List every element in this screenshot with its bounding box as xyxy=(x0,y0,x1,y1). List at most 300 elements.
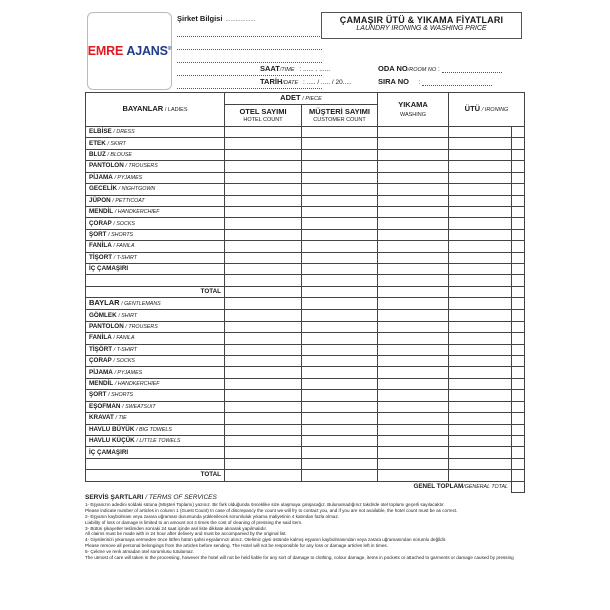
hotel-count-cell[interactable] xyxy=(225,149,302,160)
item-name-tr: MENDİL xyxy=(89,380,114,388)
time-label-en: /TIME xyxy=(279,67,295,73)
washing-cell[interactable] xyxy=(378,424,449,435)
table-row xyxy=(86,367,525,378)
checkbox-cell[interactable] xyxy=(512,401,525,412)
customer-count-cell[interactable] xyxy=(302,149,378,160)
washing-cell[interactable] xyxy=(378,367,449,378)
hotel-count-cell[interactable] xyxy=(225,447,302,458)
hotel-total-cell[interactable] xyxy=(225,470,302,481)
customer-count-cell[interactable] xyxy=(302,195,378,206)
hotel-count-cell[interactable] xyxy=(225,310,302,321)
item-name-tr: HAVLU BÜYÜK xyxy=(89,425,135,433)
checkbox-cell[interactable] xyxy=(512,264,525,275)
checkbox-cell[interactable] xyxy=(512,195,525,206)
table-row xyxy=(86,149,525,160)
time-label: SAAT xyxy=(260,64,280,73)
item-name-en: / TIE xyxy=(115,415,127,422)
washing-cell[interactable] xyxy=(378,275,449,286)
checkbox-cell[interactable] xyxy=(512,470,525,481)
ironing-cell[interactable] xyxy=(449,333,512,344)
hotel-count-cell[interactable] xyxy=(225,127,302,138)
washing-cell[interactable] xyxy=(378,390,449,401)
ironing-cell[interactable] xyxy=(449,206,512,217)
checkbox-cell[interactable] xyxy=(512,298,525,310)
customer-count-cell[interactable] xyxy=(302,206,378,217)
washing-cell[interactable] xyxy=(378,161,449,172)
washing-cell[interactable] xyxy=(378,206,449,217)
form-title: ÇAMAŞIR ÜTÜ & YIKAMA FİYATLARI xyxy=(339,15,504,25)
checkbox-cell[interactable] xyxy=(512,206,525,217)
ironing-cell[interactable] xyxy=(449,356,512,367)
table-row xyxy=(86,161,525,172)
ladies-total-row xyxy=(86,286,525,297)
item-name-cell xyxy=(86,401,225,412)
customer-count-cell[interactable] xyxy=(302,401,378,412)
washing-cell[interactable] xyxy=(378,401,449,412)
item-name-en: / SHIRT xyxy=(118,312,138,319)
grand-total-label-en: /GENERAL TOTAL xyxy=(463,484,508,491)
terms-lines xyxy=(85,502,525,561)
ironing-cell[interactable] xyxy=(449,172,512,183)
checkbox-cell[interactable] xyxy=(512,229,525,240)
logo-registered-mark: ® xyxy=(167,45,172,52)
table-row xyxy=(86,229,525,240)
ironing-total-cell[interactable] xyxy=(449,286,512,297)
customer-count-cell[interactable] xyxy=(302,184,378,195)
item-name-cell xyxy=(86,413,225,424)
item-name-cell xyxy=(86,275,225,286)
hotel-count-cell[interactable] xyxy=(225,435,302,446)
table-row xyxy=(86,218,525,229)
ironing-cell[interactable] xyxy=(449,127,512,138)
terms-of-service xyxy=(85,495,525,561)
hotel-count-cell[interactable] xyxy=(225,321,302,332)
item-name-cell xyxy=(86,390,225,401)
customer-total-cell[interactable] xyxy=(302,286,378,297)
order-no-value: : xyxy=(418,79,421,86)
logo xyxy=(88,44,171,58)
table-row xyxy=(86,401,525,412)
company-line[interactable] xyxy=(177,53,322,63)
room-no-field[interactable] xyxy=(378,64,502,73)
item-name-tr: TİŞORT xyxy=(89,253,113,261)
room-no-label-en: /ROOM NO xyxy=(407,67,437,73)
company-info-dots: .................. xyxy=(225,17,256,23)
washing-cell[interactable] xyxy=(378,264,449,275)
ironing-cell[interactable] xyxy=(449,275,512,286)
checkbox-cell[interactable] xyxy=(512,252,525,263)
order-no-line xyxy=(422,85,492,86)
checkbox-cell[interactable] xyxy=(512,161,525,172)
washing-cell[interactable] xyxy=(378,252,449,263)
hotel-count-cell[interactable] xyxy=(225,356,302,367)
item-name-cell xyxy=(86,367,225,378)
item-name-en: / HANDKERCHIEF xyxy=(114,381,160,388)
hotel-count-cell[interactable] xyxy=(225,401,302,412)
ladies-header xyxy=(86,93,225,127)
item-name-cell xyxy=(86,149,225,160)
customer-count-cell[interactable] xyxy=(302,413,378,424)
washing-cell[interactable] xyxy=(378,458,449,469)
ironing-cell[interactable] xyxy=(449,229,512,240)
ironing-cell[interactable] xyxy=(449,424,512,435)
item-name-en: / T-SHIRT xyxy=(113,346,138,353)
ironing-cell[interactable] xyxy=(449,321,512,332)
washing-header xyxy=(378,93,449,127)
hotel-count-cell[interactable] xyxy=(225,333,302,344)
hotel-count-cell[interactable] xyxy=(225,218,302,229)
item-name-cell xyxy=(86,378,225,389)
ladies-header-label: BAYANLAR xyxy=(122,104,164,113)
table-row xyxy=(86,275,525,286)
checkbox-cell[interactable] xyxy=(512,310,525,321)
customer-count-cell[interactable] xyxy=(302,435,378,446)
item-name-tr: İÇ ÇAMAŞIRI xyxy=(89,448,129,456)
terms-line: 2- Eşyanın kaybolması veya zarara uğraması durumunda yüklenilecek sorumluluk yıkama maliyetinin 4 katından fazla olmaz. xyxy=(85,513,340,519)
item-name-cell xyxy=(86,172,225,183)
table-row xyxy=(86,127,525,138)
customer-count-cell[interactable] xyxy=(302,424,378,435)
checkbox-cell[interactable] xyxy=(512,356,525,367)
customer-count-cell[interactable] xyxy=(302,138,378,149)
table-row xyxy=(86,264,525,275)
time-value: : ...... . ...... xyxy=(299,66,331,73)
hotel-count-cell[interactable] xyxy=(225,172,302,183)
item-name-tr: JÜPON xyxy=(89,196,111,204)
item-name-cell xyxy=(86,241,225,252)
terms-title xyxy=(85,495,525,501)
item-name-cell xyxy=(86,310,225,321)
checkbox-cell[interactable] xyxy=(512,367,525,378)
washing-total-cell[interactable] xyxy=(378,286,449,297)
checkbox-cell[interactable] xyxy=(512,184,525,195)
hotel-count-cell[interactable] xyxy=(225,161,302,172)
item-name-en: / PYJAMES xyxy=(114,174,143,181)
logo-box xyxy=(87,12,172,90)
washing-cell[interactable] xyxy=(378,333,449,344)
item-name-en: / BIG TOWELS xyxy=(136,426,172,433)
hotel-count-header xyxy=(225,105,302,127)
hotel-count-cell[interactable] xyxy=(225,206,302,217)
item-name-cell xyxy=(86,195,225,206)
checkbox-cell[interactable] xyxy=(512,172,525,183)
washing-cell[interactable] xyxy=(378,321,449,332)
table-row xyxy=(86,321,525,332)
ironing-cell[interactable] xyxy=(449,310,512,321)
item-name-tr: ETEK xyxy=(89,139,106,147)
hotel-count-cell[interactable] xyxy=(225,275,302,286)
item-name-en: / HANDKERCHIEF xyxy=(114,209,160,216)
washing-header-label: YIKAMA xyxy=(398,99,428,109)
washing-cell[interactable] xyxy=(378,138,449,149)
hotel-count-cell[interactable] xyxy=(225,390,302,401)
item-name-tr: PANTOLON xyxy=(89,322,124,330)
washing-cell[interactable] xyxy=(378,184,449,195)
customer-count-cell[interactable] xyxy=(302,367,378,378)
washing-cell[interactable] xyxy=(378,218,449,229)
customer-count-cell[interactable] xyxy=(302,298,378,310)
grand-total-label-cell xyxy=(86,481,512,492)
customer-count-cell[interactable] xyxy=(302,172,378,183)
ironing-cell[interactable] xyxy=(449,458,512,469)
customer-count-cell[interactable] xyxy=(302,344,378,355)
date-field[interactable] xyxy=(260,77,352,86)
washing-cell[interactable] xyxy=(378,344,449,355)
table-row xyxy=(86,378,525,389)
checkbox-cell[interactable] xyxy=(512,378,525,389)
terms-line: 4- Giysilerinizi yıkamaya vermeden önce lütfen bütün şahsi eşyalarınızı alınız. Otelimiz giysi üstünde kalmış eşyanın kaybolmasından veya zarara uğramasından sorumlu değildir. xyxy=(85,537,447,543)
washing-header-label-en: WASHING xyxy=(399,111,427,118)
checkbox-cell[interactable] xyxy=(512,390,525,401)
customer-count-cell[interactable] xyxy=(302,161,378,172)
company-line[interactable] xyxy=(177,27,322,37)
ironing-cell[interactable] xyxy=(449,401,512,412)
hotel-total-cell[interactable] xyxy=(225,286,302,297)
item-name-tr: İÇ ÇAMAŞIRI xyxy=(89,265,129,273)
hotel-count-cell[interactable] xyxy=(225,458,302,469)
men-header-label: BAYLAR xyxy=(89,298,120,308)
customer-count-cell[interactable] xyxy=(302,229,378,240)
ironing-cell[interactable] xyxy=(449,195,512,206)
item-name-tr: EŞOFMAN xyxy=(89,402,121,410)
hotel-count-cell[interactable] xyxy=(225,229,302,240)
item-name-cell xyxy=(86,424,225,435)
checkbox-cell[interactable] xyxy=(512,447,525,458)
customer-count-label-en: CUSTOMER COUNT xyxy=(313,116,366,123)
customer-count-cell[interactable] xyxy=(302,321,378,332)
washing-cell[interactable] xyxy=(378,172,449,183)
men-section-row xyxy=(86,298,525,310)
ironing-cell[interactable] xyxy=(449,252,512,263)
item-name-cell xyxy=(86,264,225,275)
checkbox-cell[interactable] xyxy=(512,149,525,160)
form-title-box xyxy=(321,12,522,39)
checkbox-cell[interactable] xyxy=(512,127,525,138)
item-name-en: / T-SHIRT xyxy=(113,254,138,261)
item-name-cell xyxy=(86,447,225,458)
item-name-tr: MENDİL xyxy=(89,208,114,216)
ironing-cell[interactable] xyxy=(449,413,512,424)
customer-count-cell[interactable] xyxy=(302,218,378,229)
washing-cell[interactable] xyxy=(378,310,449,321)
company-line[interactable] xyxy=(177,40,322,50)
ironing-cell[interactable] xyxy=(449,184,512,195)
item-name-tr: ELBİSE xyxy=(89,128,112,136)
hotel-count-cell[interactable] xyxy=(225,241,302,252)
item-name-en: / FANILA xyxy=(113,243,135,250)
total-label: TOTAL xyxy=(200,288,221,296)
table-row xyxy=(86,333,525,344)
washing-cell[interactable] xyxy=(378,413,449,424)
order-no-label: SIRA NO xyxy=(378,77,409,86)
washing-cell[interactable] xyxy=(378,356,449,367)
ironing-header xyxy=(449,93,525,127)
ironing-cell[interactable] xyxy=(449,298,512,310)
hotel-count-cell[interactable] xyxy=(225,264,302,275)
table-row xyxy=(86,390,525,401)
washing-cell[interactable] xyxy=(378,378,449,389)
ironing-cell[interactable] xyxy=(449,138,512,149)
washing-total-cell[interactable] xyxy=(378,470,449,481)
hotel-count-cell[interactable] xyxy=(225,195,302,206)
customer-count-cell[interactable] xyxy=(302,275,378,286)
hotel-count-label: OTEL SAYIMI xyxy=(239,106,287,116)
ironing-cell[interactable] xyxy=(449,367,512,378)
item-name-tr: PANTOLON xyxy=(89,162,124,170)
room-no-value: : xyxy=(437,66,440,73)
customer-count-cell[interactable] xyxy=(302,378,378,389)
piece-header-label-en: / PIECE xyxy=(302,96,322,102)
customer-count-cell[interactable] xyxy=(302,310,378,321)
checkbox-cell[interactable] xyxy=(512,424,525,435)
item-name-cell xyxy=(86,344,225,355)
order-no-field[interactable] xyxy=(378,77,492,86)
item-name-en: / SHORTS xyxy=(108,232,134,238)
time-field[interactable] xyxy=(260,64,330,73)
checkbox-cell[interactable] xyxy=(512,218,525,229)
item-name-tr: PİJAMA xyxy=(89,368,113,376)
grand-total-box[interactable] xyxy=(512,481,525,492)
item-name-tr: FANİLA xyxy=(89,242,112,250)
table-row xyxy=(86,206,525,217)
hotel-count-cell[interactable] xyxy=(225,184,302,195)
item-name-cell xyxy=(86,161,225,172)
hotel-count-cell[interactable] xyxy=(225,424,302,435)
company-info-label: Şirket Bilgisi xyxy=(177,14,223,23)
ironing-cell[interactable] xyxy=(449,390,512,401)
item-name-cell xyxy=(86,184,225,195)
ironing-total-cell[interactable] xyxy=(449,470,512,481)
ironing-cell[interactable] xyxy=(449,378,512,389)
hotel-count-cell[interactable] xyxy=(225,138,302,149)
item-name-en: / NIGHTGOWN xyxy=(118,186,156,193)
washing-cell[interactable] xyxy=(378,298,449,310)
item-name-cell xyxy=(86,127,225,138)
customer-count-cell[interactable] xyxy=(302,241,378,252)
washing-cell[interactable] xyxy=(378,127,449,138)
checkbox-cell[interactable] xyxy=(512,344,525,355)
customer-total-cell[interactable] xyxy=(302,470,378,481)
checkbox-cell[interactable] xyxy=(512,275,525,286)
item-name-tr: FANİLA xyxy=(89,334,112,342)
customer-count-header xyxy=(302,105,378,127)
checkbox-cell[interactable] xyxy=(512,435,525,446)
customer-count-cell[interactable] xyxy=(302,127,378,138)
item-name-cell xyxy=(86,458,225,469)
men-header-label-en: / GENTLEMANS xyxy=(121,301,161,308)
men-total-row xyxy=(86,470,525,481)
hotel-count-cell[interactable] xyxy=(225,378,302,389)
item-name-en: / TROUSERS xyxy=(125,163,158,170)
hotel-count-cell[interactable] xyxy=(225,252,302,263)
ironing-cell[interactable] xyxy=(449,264,512,275)
washing-cell[interactable] xyxy=(378,195,449,206)
checkbox-cell[interactable] xyxy=(512,286,525,297)
table-row xyxy=(86,138,525,149)
form-subtitle: LAUNDRY IRONING & WASHING PRICE xyxy=(356,25,487,32)
item-name-en: / SKIRT xyxy=(107,140,126,147)
item-name-en: / BLOUSE xyxy=(107,152,132,159)
item-name-tr: GÖMLEK xyxy=(89,311,117,319)
table-row xyxy=(86,413,525,424)
washing-cell[interactable] xyxy=(378,149,449,160)
customer-count-cell[interactable] xyxy=(302,333,378,344)
ironing-cell[interactable] xyxy=(449,435,512,446)
table-row xyxy=(86,172,525,183)
terms-line: 1- Eşyanızın adedini soldaki sütuna (Müşteri Toplamı) yazınız. Bir fark olduğunda önceklike size ulaşmaya çalışacağız. Bulunamadığınız takdirde otel toplamı geçerli sayılacaktır. xyxy=(85,501,445,507)
checkbox-cell[interactable] xyxy=(512,413,525,424)
ironing-cell[interactable] xyxy=(449,241,512,252)
item-name-en: / SOCKS xyxy=(113,358,135,365)
table-row xyxy=(86,310,525,321)
hotel-count-cell[interactable] xyxy=(225,344,302,355)
customer-count-cell[interactable] xyxy=(302,458,378,469)
checkbox-cell[interactable] xyxy=(512,321,525,332)
checkbox-cell[interactable] xyxy=(512,138,525,149)
ironing-cell[interactable] xyxy=(449,218,512,229)
table-row xyxy=(86,356,525,367)
table-row xyxy=(86,195,525,206)
customer-count-cell[interactable] xyxy=(302,264,378,275)
item-name-cell xyxy=(86,435,225,446)
item-name-en: / SOCKS xyxy=(113,220,135,227)
customer-count-cell[interactable] xyxy=(302,447,378,458)
washing-cell[interactable] xyxy=(378,229,449,240)
hotel-count-cell[interactable] xyxy=(225,413,302,424)
piece-header xyxy=(225,93,378,105)
terms-line: 5- Çekme ve renk atmadan otel sorumlusu tutulamaz. xyxy=(85,549,195,555)
customer-count-cell[interactable] xyxy=(302,252,378,263)
terms-title-en: / TERMS OF SERVICES xyxy=(145,494,217,501)
washing-cell[interactable] xyxy=(378,241,449,252)
table-header-row xyxy=(86,93,525,105)
item-name-en: / DRESS xyxy=(113,129,135,136)
room-no-label: ODA NO xyxy=(378,64,408,73)
checkbox-cell[interactable] xyxy=(512,333,525,344)
table-row xyxy=(86,344,525,355)
washing-cell[interactable] xyxy=(378,435,449,446)
hotel-count-cell[interactable] xyxy=(225,367,302,378)
item-name-en: / TROUSERS xyxy=(125,323,158,330)
washing-cell[interactable] xyxy=(378,447,449,458)
terms-title-tr: SERVİS ŞARTLARI xyxy=(85,494,144,501)
terms-line: 3- Bütün şikayetler teslimden sonraki 24 saat içinde asıl liste dikkate alınarak yapılmalıdır. xyxy=(85,525,268,531)
item-name-tr: ÇORAP xyxy=(89,357,112,365)
ironing-cell[interactable] xyxy=(449,447,512,458)
item-name-cell xyxy=(86,252,225,263)
item-name-cell xyxy=(86,138,225,149)
terms-line: Liability of loss or damage is limited to an amount not 4 times the cost of cleaning of pressing the said item. xyxy=(85,519,303,525)
customer-count-cell[interactable] xyxy=(302,356,378,367)
ironing-cell[interactable] xyxy=(449,344,512,355)
logo-word-ajans: AJANS xyxy=(126,44,168,58)
hotel-count-cell[interactable] xyxy=(225,298,302,310)
checkbox-cell[interactable] xyxy=(512,458,525,469)
grand-total-row xyxy=(86,481,525,492)
item-name-en: / SWEATSUIT xyxy=(122,403,156,410)
item-name-en: / LITTLE TOWELS xyxy=(136,438,181,445)
item-name-tr: GECELİK xyxy=(89,185,117,193)
item-name-tr: KRAVAT xyxy=(89,414,114,422)
ironing-cell[interactable] xyxy=(449,149,512,160)
terms-line: The utmost of care will taken in the processing, however the hotel will not be held liable for any sort of damage to clothing, colour damage, items in pockets or attached to garments or damage caused by pressing xyxy=(85,555,514,561)
ironing-cell[interactable] xyxy=(449,161,512,172)
item-name-tr: ÇORAP xyxy=(89,219,112,227)
checkbox-cell[interactable] xyxy=(512,241,525,252)
customer-count-cell[interactable] xyxy=(302,390,378,401)
ladies-header-label-en: / LADIES xyxy=(164,107,188,113)
item-name-en: / FANILA xyxy=(113,335,135,342)
